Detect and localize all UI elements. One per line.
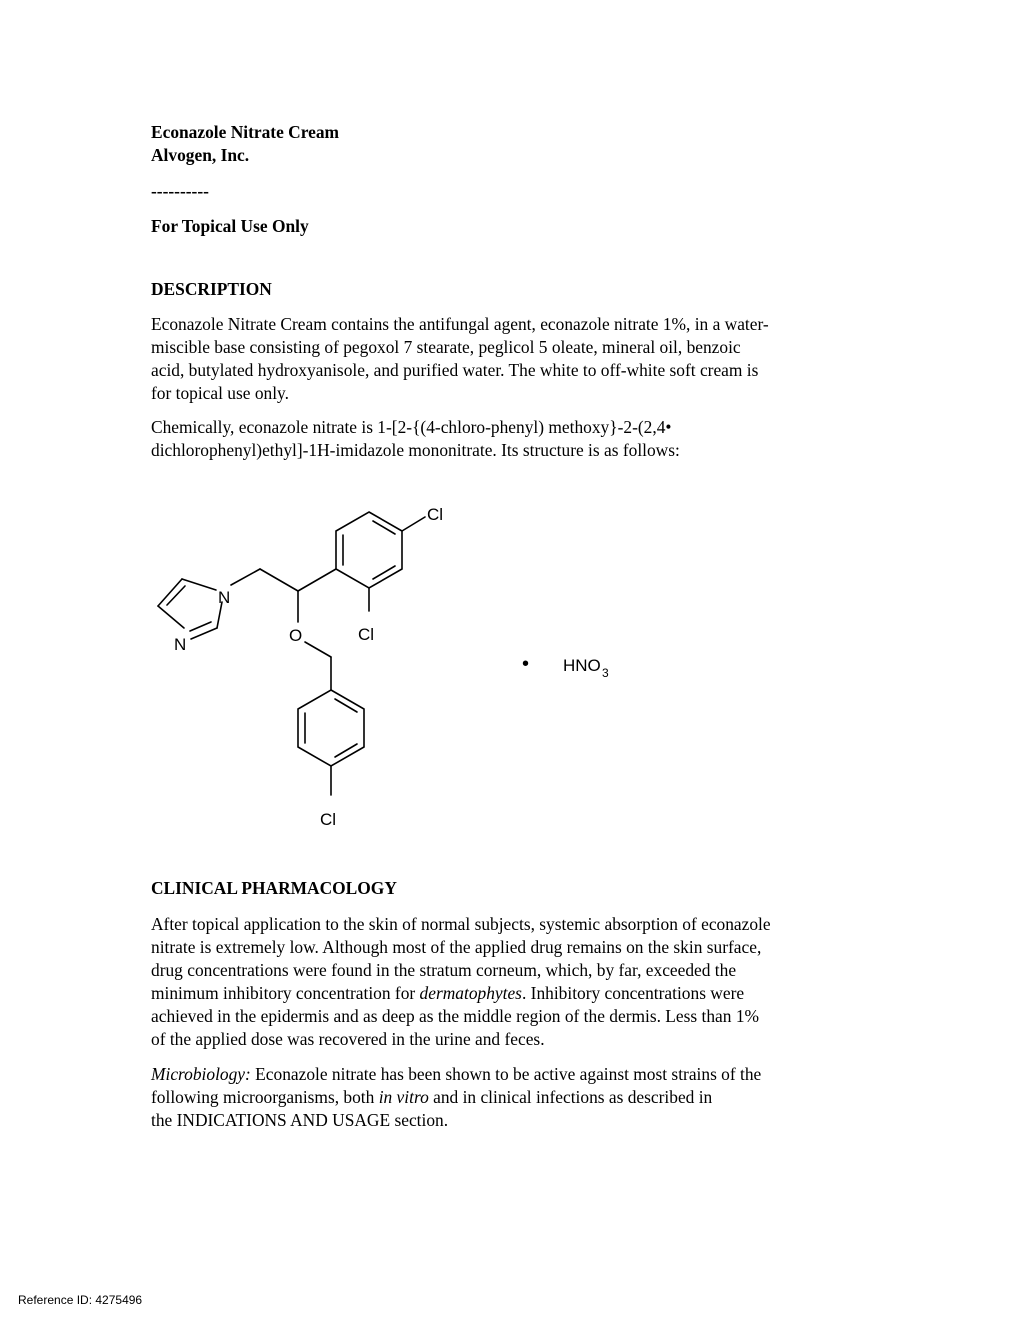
bond-ch-ch2 <box>260 569 298 591</box>
bond-ch2-n <box>231 569 260 585</box>
topical-notice: For Topical Use Only <box>151 216 309 236</box>
clinical-paragraph-1 <box>151 913 871 1051</box>
atom-label-cl: Cl <box>320 810 337 829</box>
bond-cl-para <box>402 517 425 531</box>
description-p2-line: dichlorophenyl)ethyl]-1H-imidazole mononitrate. Its structure is as follows: <box>151 440 680 460</box>
atom-label-n: N <box>174 635 187 654</box>
atom-label-n: N <box>218 588 231 607</box>
description-heading: DESCRIPTION <box>151 279 272 299</box>
microbiology-text: and in clinical infections as described in <box>428 1087 713 1107</box>
microbiology-label: Microbiology: <box>151 1064 251 1084</box>
clinical-p1-line <box>151 982 871 1005</box>
description-p1-line: Econazole Nitrate Cream contains the antifungal agent, econazole nitrate 1%, in a water- <box>151 314 769 334</box>
salt-dot: • <box>522 653 530 675</box>
clinical-p1-line: drug concentrations were found in the stratum corneum, which, by far, exceeded the <box>151 960 737 980</box>
salt-formula-subscript: 3 <box>602 666 609 680</box>
clinical-p1-text: . Inhibitory concentrations were <box>521 983 745 1003</box>
clinical-pharmacology-heading: CLINICAL PHARMACOLOGY <box>151 878 397 898</box>
dichlorophenyl-ring <box>336 512 402 588</box>
description-p1-line: for topical use only. <box>151 383 289 403</box>
product-name: Econazole Nitrate Cream <box>151 122 340 142</box>
bond-ring-ch <box>298 569 336 591</box>
atom-label-cl: Cl <box>358 625 375 644</box>
atom-label-o: O <box>289 626 303 645</box>
italic-term-dermatophytes: dermatophytes <box>419 983 522 1003</box>
description-paragraph-2 <box>151 416 871 462</box>
clinical-p1-line: nitrate is extremely low. Although most of the applied drug remains on the skin surface, <box>151 937 762 957</box>
description-p1-line: acid, butylated hydroxyanisole, and purified water. The white to off-white soft cream is <box>151 360 759 380</box>
clinical-p1-line: of the applied dose was recovered in the urine and feces. <box>151 1029 545 1049</box>
imidazole-ring <box>158 579 222 639</box>
clinical-p1-line: achieved in the epidermis and as deep as the middle region of the dermis. Less than 1% <box>151 1006 760 1026</box>
microbiology-line <box>151 1063 871 1086</box>
microbiology-text: following microorganisms, both <box>151 1087 379 1107</box>
salt-formula-prefix: HNO <box>563 656 601 675</box>
separator: ---------- <box>151 181 209 201</box>
atom-label-cl: Cl <box>427 505 444 524</box>
microbiology-paragraph <box>151 1063 871 1132</box>
microbiology-text: Econazole nitrate has been shown to be active against most strains of the <box>250 1064 762 1084</box>
description-paragraph-1 <box>151 313 871 405</box>
econazole-structure-diagram <box>140 480 660 840</box>
chlorophenyl-ring <box>298 690 364 766</box>
microbiology-line: the INDICATIONS AND USAGE section. <box>151 1110 449 1130</box>
clinical-p1-text: minimum inhibitory concentration for <box>151 983 420 1003</box>
italic-term-in-vitro: in vitro <box>378 1087 429 1107</box>
microbiology-line <box>151 1086 871 1109</box>
description-p1-line: miscible base consisting of pegoxol 7 stearate, peglicol 5 oleate, mineral oil, benzoic <box>151 337 741 357</box>
description-p2-line: Chemically, econazole nitrate is 1-[2-{(4-chloro-phenyl) methoxy}-2-(2,4• <box>151 417 672 437</box>
reference-id-footer: Reference ID: 4275496 <box>18 1293 143 1307</box>
bond-o-ch2 <box>305 642 331 657</box>
clinical-p1-line: After topical application to the skin of normal subjects, systemic absorption of econazole <box>151 914 771 934</box>
company-name: Alvogen, Inc. <box>151 145 250 165</box>
product-title <box>151 121 871 167</box>
